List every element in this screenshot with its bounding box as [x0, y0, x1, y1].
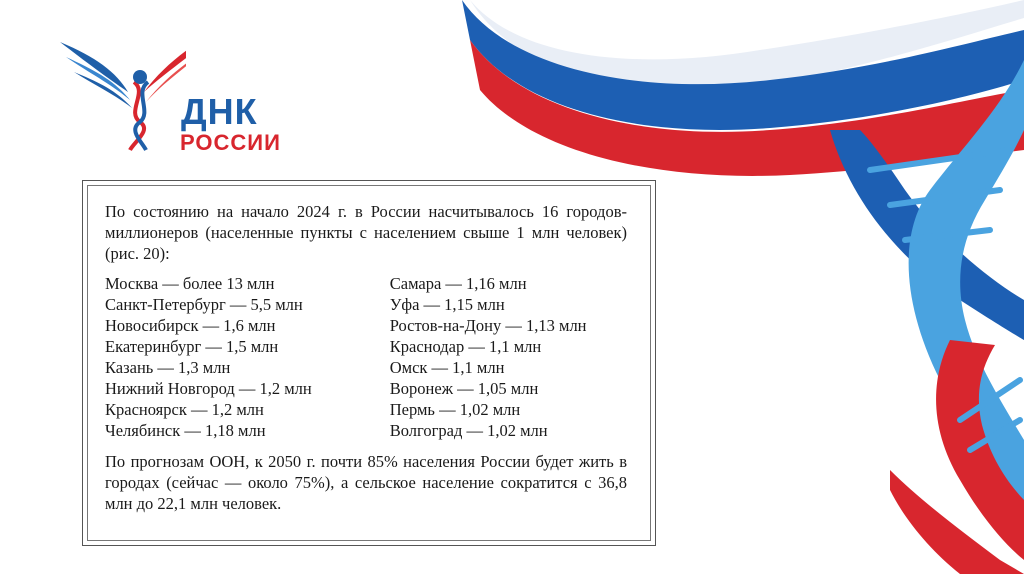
cities-left-column	[105, 273, 390, 441]
city-item: Санкт-Петербург — 5,5 млн	[105, 295, 303, 314]
intro-paragraph: По состоянию на начало 2024 г. в России насчитывалось 16 городов-миллионеров (населенные пункты с населением свыше 1 млн человек) (рис. 20):	[105, 202, 627, 263]
city-item: Нижний Новгород — 1,2 млн	[105, 379, 312, 398]
city-item: Пермь — 1,02 млн	[389, 400, 521, 419]
city-item: Красноярск — 1,2 млн	[105, 400, 264, 419]
city-item: Самара — 1,16 млн	[389, 274, 527, 293]
logo-title: ДНК	[181, 91, 258, 132]
cities-right-column	[390, 273, 627, 441]
phoenix-dna-icon	[56, 22, 186, 152]
city-item: Новосибирск — 1,6 млн	[105, 316, 276, 335]
city-item: Краснодар — 1,1 млн	[389, 337, 542, 356]
city-item: Казань — 1,3 млн	[105, 358, 231, 377]
city-item: Москва — более 13 млн	[105, 274, 275, 293]
text-frame	[82, 180, 656, 546]
cities-list	[105, 273, 627, 441]
city-item: Омск — 1,1 млн	[389, 358, 505, 377]
city-item: Волгоград — 1,02 млн	[389, 421, 548, 440]
city-item: Екатеринбург — 1,5 млн	[105, 337, 279, 356]
outro-paragraph: По прогнозам ООН, к 2050 г. почти 85% населения России будет жить в городах (сейчас — около 75%), а сельское население сократится с 36,8 млн до 22,1 млн человек.	[105, 452, 627, 513]
city-item: Челябинск — 1,18 млн	[105, 421, 266, 440]
text-content	[105, 201, 627, 514]
city-item: Уфа — 1,15 млн	[389, 295, 505, 314]
logo	[56, 22, 306, 155]
logo-subtitle: РОССИИ	[180, 130, 281, 155]
city-item: Воронеж — 1,05 млн	[389, 379, 539, 398]
city-item: Ростов-на-Дону — 1,13 млн	[389, 316, 587, 335]
